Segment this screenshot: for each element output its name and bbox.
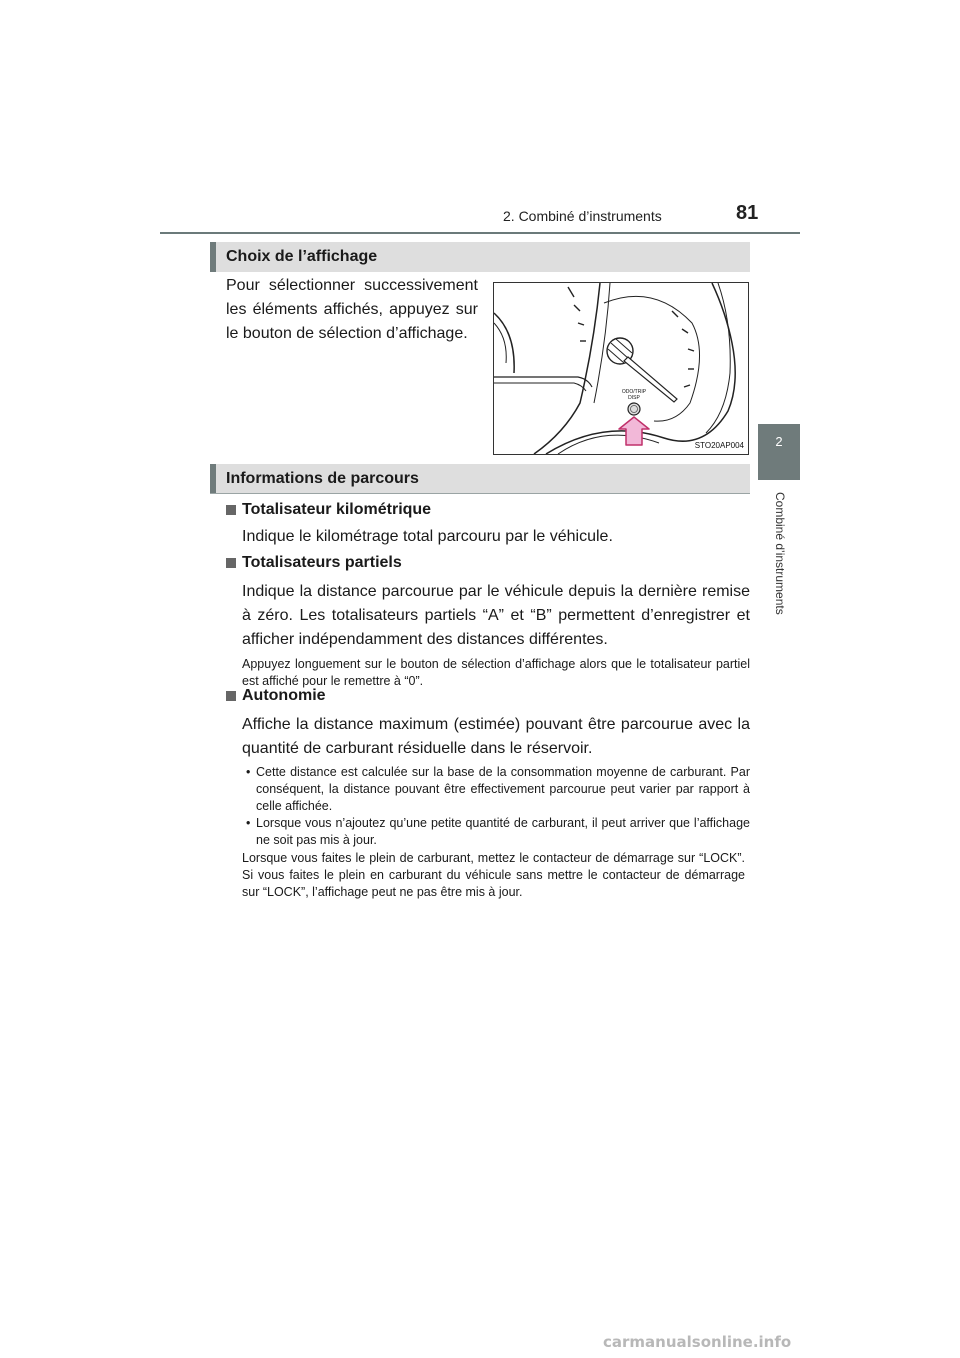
item-totalisateurs-partiels (226, 552, 750, 690)
intro-paragraph: Pour sélectionner successivement les éléments affichés, appuyez sur le bouton de sélection d’affichage. (226, 277, 478, 342)
bullet-item: • Cette distance est calculée sur la base de la consommation moyenne de carburant. Par conséquent, la distance pouvant être effectivement parcourue peut varier par rapport à celle affichée. (246, 765, 750, 813)
square-bullet-icon (226, 691, 236, 701)
section-heading-informations (210, 464, 750, 494)
page-number: 81 (736, 202, 759, 224)
item-note: Appuyez longuement sur le bouton de sélection d’affichage alors que le totalisateur partiel est affiché pour le remettre à “0”. (242, 657, 750, 688)
button-label-disp: DISP (628, 395, 640, 401)
figure-code: STO20AP004 (694, 441, 744, 450)
square-bullet-icon (226, 505, 236, 515)
section-underline (210, 493, 750, 494)
button-label-odo-trip: ODO/TRIP (621, 389, 647, 395)
watermark: carmanualsonline.info (603, 1333, 792, 1351)
chapter-side-label (769, 492, 789, 642)
instrument-cluster-figure (493, 282, 749, 455)
chapter-label-text: Combiné d’instruments (773, 492, 787, 615)
item-title: Totalisateur kilométrique (242, 501, 432, 518)
section-heading-choix (210, 242, 750, 272)
bullet-item: • Lorsque vous n’ajoutez qu’une petite quantité de carburant, il peut arriver que l’affichage ne soit pas mis à jour. (246, 816, 750, 847)
square-bullet-icon (226, 558, 236, 568)
item-text: Indique la distance parcourue par le véhicule depuis la dernière remise à zéro. Les totalisateurs partiels “A” et “B” permettent d’enregistrer et afficher indépendamment des distances différentes. (242, 583, 750, 648)
chapter-tab (758, 424, 800, 480)
header-rule (160, 232, 800, 234)
item-totalisateur-kilometrique (226, 499, 750, 549)
item-title: Totalisateurs partiels (242, 554, 402, 571)
section-heading-text: Informations de parcours (226, 470, 419, 487)
section-heading-text: Choix de l’affichage (226, 248, 378, 265)
item-text: Affiche la distance maximum (estimée) pouvant être parcourue avec la quantité de carburant résiduelle dans le réservoir. (242, 716, 750, 757)
item-text: Indique le kilométrage total parcouru par le véhicule. (242, 528, 613, 545)
bullet-text: Lorsque vous n’ajoutez qu’une petite quantité de carburant, il peut arriver que l’affichage ne soit pas mis à jour. (256, 816, 750, 847)
item-autonomie (226, 685, 750, 849)
chapter-number: 2 (775, 434, 783, 449)
item-title: Autonomie (242, 687, 326, 704)
cluster-illustration (494, 283, 748, 454)
bullet-text: Cette distance est calculée sur la base de la consommation moyenne de carburant. Par conséquent, la distance pouvant être effectivement parcourue peut varier par rapport à celle affichée. (256, 765, 750, 813)
final-note: Lorsque vous faites le plein de carburant, mettez le contacteur de démarrage sur “LOCK”. Si vous faites le plein en carburant du véhicule sans mettre le contacteur de démarrage sur “LOCK”, l’affichage peut ne pas être mis à jour. (242, 851, 745, 899)
header-title: 2. Combiné d’instruments (503, 208, 662, 224)
